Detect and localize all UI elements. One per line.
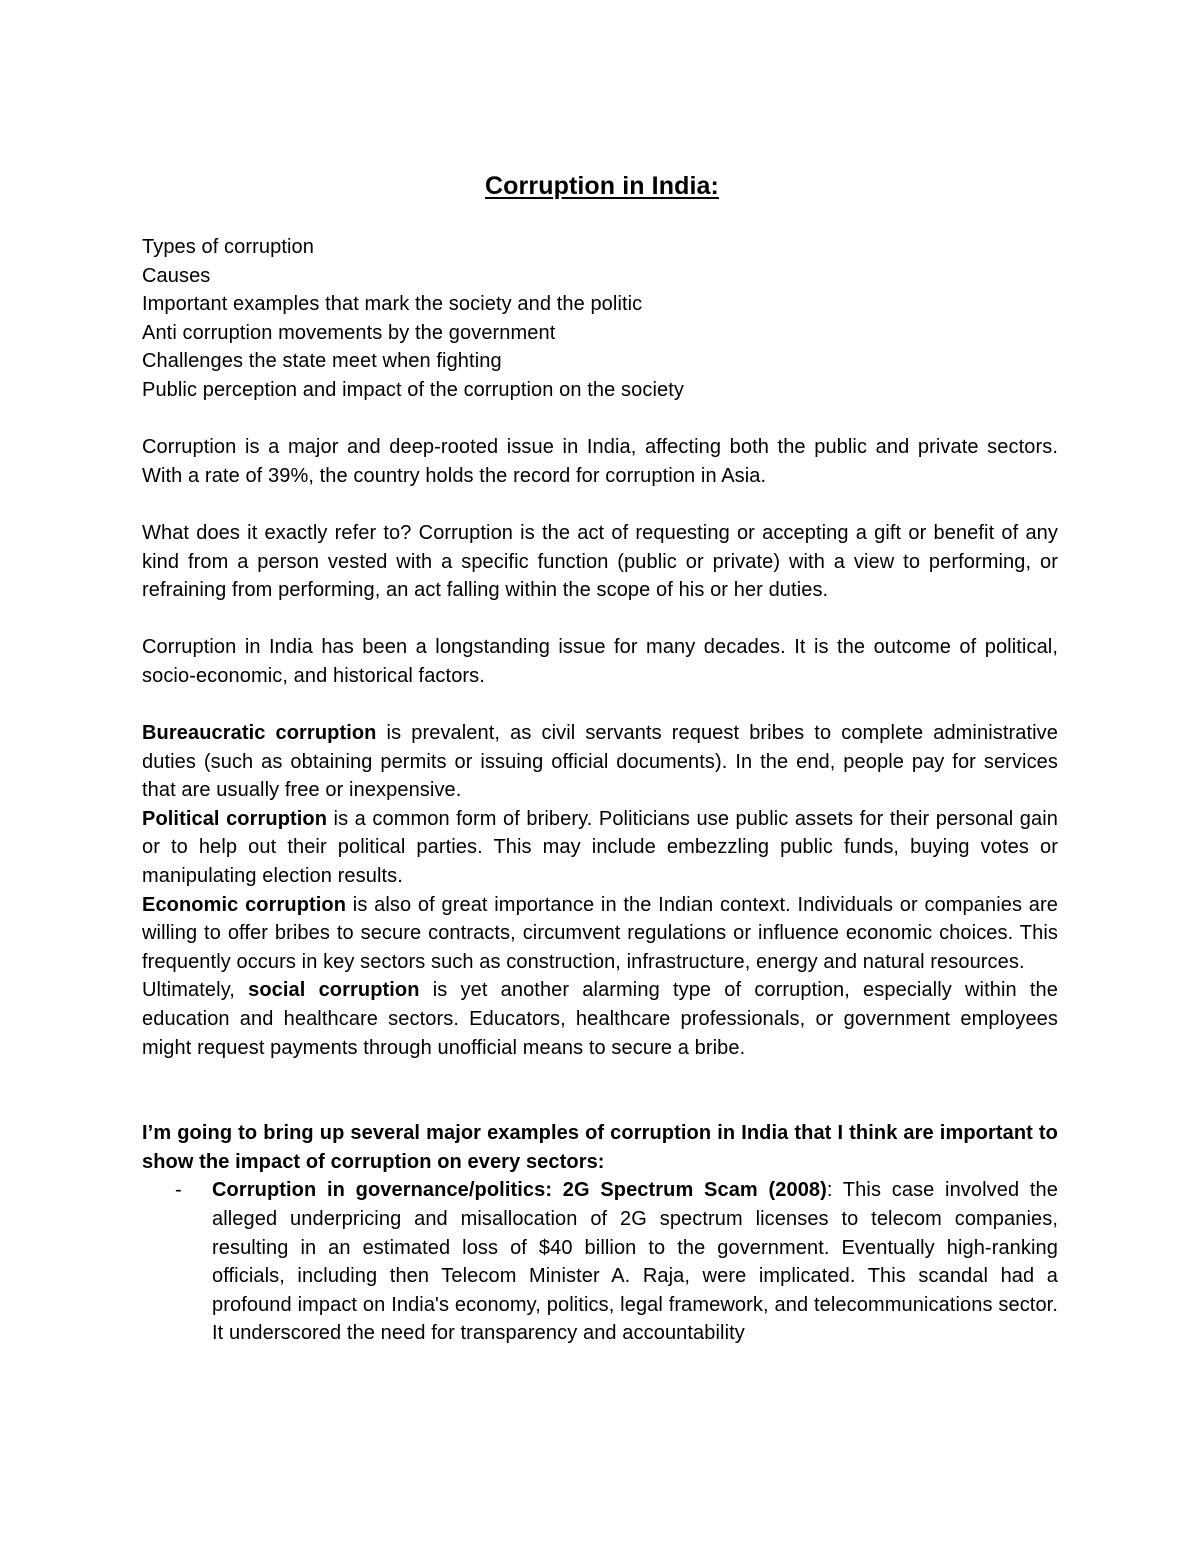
intro-paragraph: Corruption is a major and deep-rooted issue in India, affecting both the public and private sectors. With a rate of 39%, the country holds the record for corruption in Asia. [142, 436, 1058, 487]
economic-paragraph [142, 891, 1058, 977]
outline-item: Public perception and impact of the corruption on the society [142, 378, 684, 401]
example-heading: Corruption in governance/politics: 2G Spectrum Scam (2008) [212, 1179, 827, 1202]
political-term: Political corruption [142, 807, 328, 830]
outline-item: Challenges the state meet when fighting [142, 350, 502, 373]
topic-outline [142, 233, 1058, 405]
bureaucratic-text: is prevalent, as civil servants request bribes to complete administrative duties (such as obtaining permits or issuing official documents). In the end, people pay for services that are usually free or inexpensive. [142, 722, 1058, 802]
social-text: is yet another alarming type of corruption, especially within the education and healthcare sectors. Educators, healthcare professionals, or government employees might request payments through unofficial means to secure a bribe. [142, 979, 1058, 1059]
outline-item: Causes [142, 264, 211, 287]
economic-term: Economic corruption [142, 893, 347, 916]
example-text: : This case involved the alleged underpricing and misallocation of 2G spectrum licenses to telecom companies, resulting in an estimated loss of $40 billion to the government. Eventually high-ranking officials, including then Telecom Minister A. Raja, were implicated. This scandal had a profound impact on India's economy, politics, legal framework, and telecommunications sector. It underscored the need for transparency and accountability [212, 1179, 1058, 1345]
bureaucratic-paragraph [142, 719, 1058, 805]
example-item [142, 1176, 1058, 1348]
social-paragraph [142, 976, 1058, 1062]
outline-item: Important examples that mark the society and the politic [142, 293, 643, 316]
social-prefix: Ultimately, [142, 979, 249, 1002]
political-text: is a common form of bribery. Politicians use public assets for their personal gain or to help out their political parties. This may include embezzling public funds, buying votes or manipulating election results. [142, 807, 1058, 888]
social-term: social corruption [248, 979, 420, 1002]
history-paragraph: Corruption in India has been a longstanding issue for many decades. It is the outcome of political, socio-economic, and historical factors. [142, 636, 1058, 687]
examples-heading: I’m going to bring up several major examples of corruption in India that I think are important to show the impact of corruption on every sectors: [142, 1122, 1058, 1173]
definition-paragraph: What does it exactly refer to? Corruption is the act of requesting or accepting a gift or benefit of any kind from a person vested with a specific function (public or private) with a view to performing, or refraining from performing, an act falling within the scope of his or her duties. [142, 521, 1058, 602]
political-paragraph [142, 805, 1058, 891]
economic-text: is also of great importance in the Indian context. Individuals or companies are willing to offer bribes to secure contracts, circumvent regulations or influence economic choices. This frequently occurs in key sectors such as construction, infrastructure, energy and natural resources. [142, 893, 1058, 973]
bullet-dash: - [175, 1179, 182, 1202]
outline-item: Anti corruption movements by the government [142, 321, 556, 344]
bureaucratic-term: Bureaucratic corruption [142, 722, 377, 745]
examples-list [142, 1176, 1058, 1348]
document-title: Corruption in India: [485, 172, 719, 200]
outline-item: Types of corruption [142, 236, 314, 258]
